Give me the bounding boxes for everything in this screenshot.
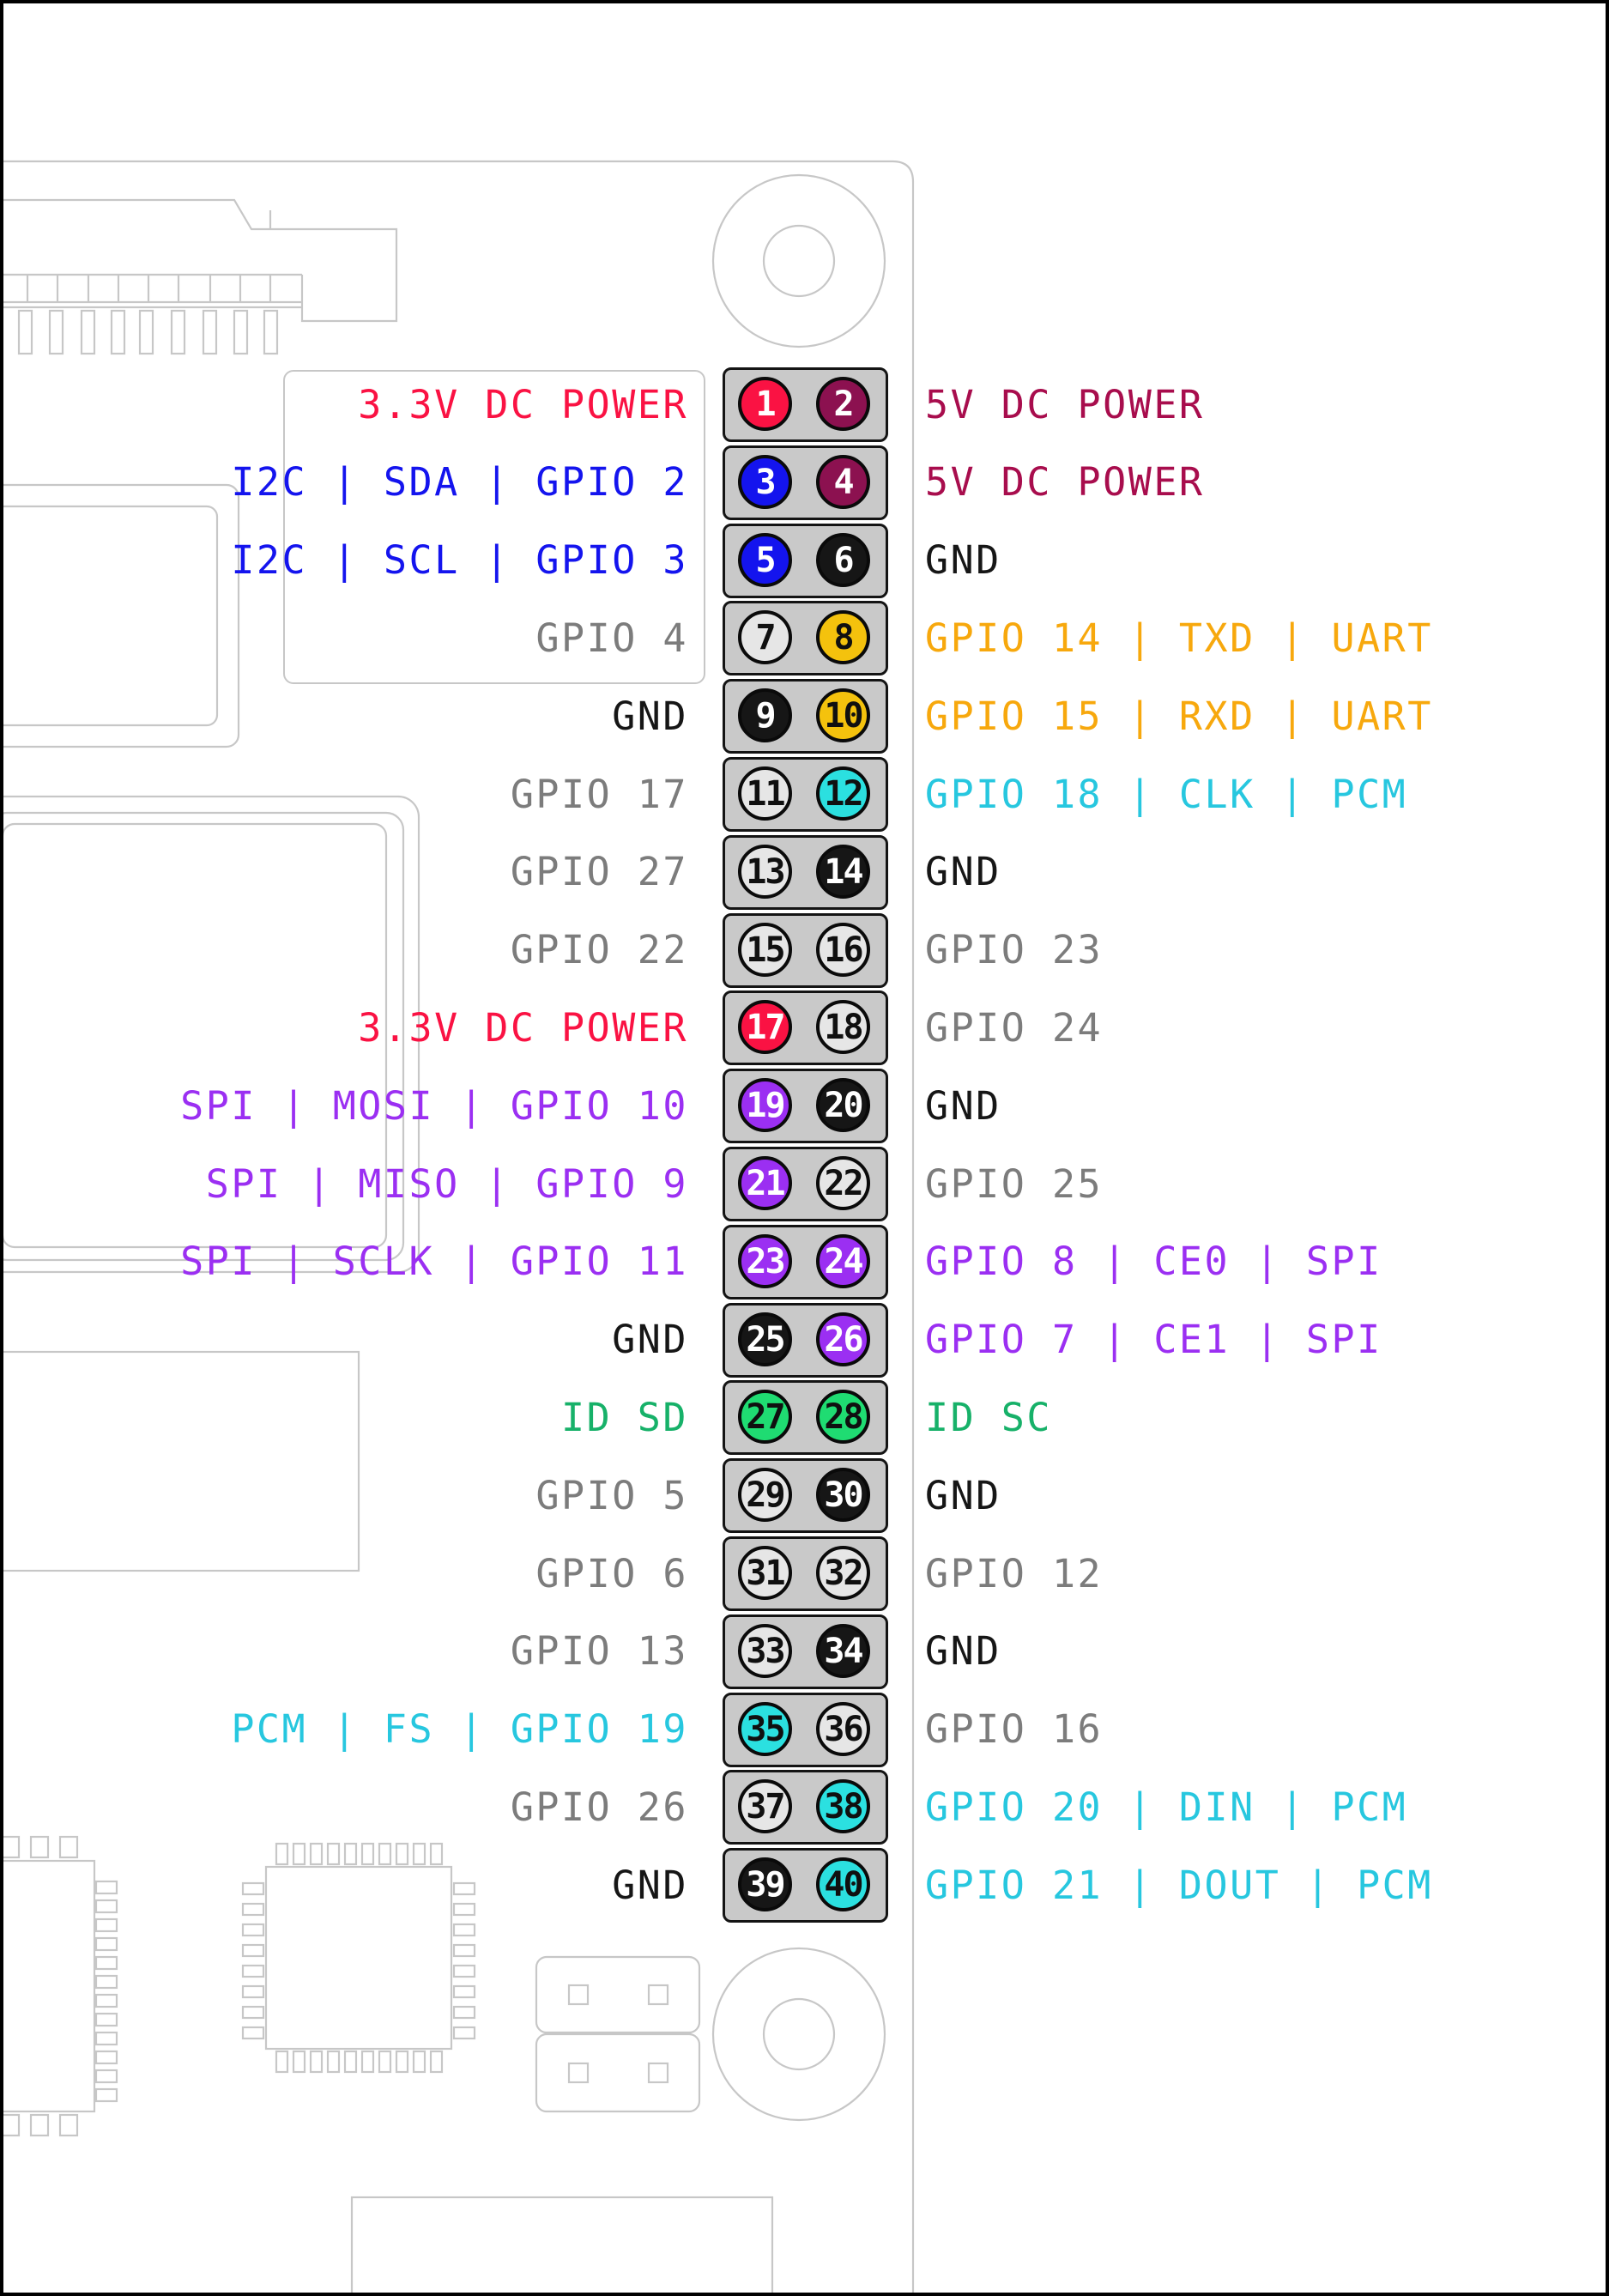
- header-row-8: [723, 913, 888, 988]
- pin-40: 40: [816, 1857, 870, 1911]
- pin-label-right-row-17: GND: [925, 1628, 1001, 1675]
- pin-label-left-row-20: GND: [612, 1862, 688, 1908]
- mounting-hole-bottom: [713, 1948, 885, 2120]
- pin-6: 6: [816, 533, 870, 587]
- pin-label-left-row-12: SPI | SCLK | GPIO 11: [180, 1239, 688, 1285]
- pin-26: 26: [816, 1312, 870, 1366]
- pin-label-left-row-13: GND: [612, 1317, 688, 1363]
- header-row-12: [723, 1225, 888, 1299]
- pin-16: 16: [816, 923, 870, 977]
- header-row-13: [723, 1303, 888, 1378]
- pin-17: 17: [738, 1000, 792, 1054]
- pin-label-right-row-10: GND: [925, 1082, 1001, 1129]
- pin-28: 28: [816, 1390, 870, 1444]
- pin-label-right-row-19: GPIO 20 | DIN | PCM: [925, 1784, 1408, 1830]
- header-row-9: [723, 990, 888, 1065]
- pin-label-right-row-4: GPIO 14 | TXD | UART: [925, 615, 1433, 661]
- pin-label-right-row-2: 5V DC POWER: [925, 459, 1205, 506]
- header-row-20: [723, 1848, 888, 1923]
- pin-7: 7: [738, 610, 792, 664]
- pin-20: 20: [816, 1078, 870, 1132]
- pin-32: 32: [816, 1546, 870, 1600]
- header-row-10: [723, 1069, 888, 1143]
- pin-label-left-row-19: GPIO 26: [510, 1784, 688, 1830]
- pin-label-left-row-1: 3.3V DC POWER: [358, 381, 688, 427]
- pin-2: 2: [816, 377, 870, 431]
- header-row-16: [723, 1536, 888, 1611]
- bottom-connector-outline: [352, 2197, 772, 2296]
- pin-36: 36: [816, 1702, 870, 1756]
- pin-37: 37: [738, 1779, 792, 1833]
- pin-label-right-row-15: GND: [925, 1472, 1001, 1518]
- header-row-17: [723, 1614, 888, 1689]
- pin-label-right-row-12: GPIO 8 | CE0 | SPI: [925, 1239, 1382, 1285]
- header-row-11: [723, 1147, 888, 1221]
- pin-label-right-row-1: 5V DC POWER: [925, 381, 1205, 427]
- pin-label-right-row-20: GPIO 21 | DOUT | PCM: [925, 1862, 1433, 1908]
- pin-label-right-row-8: GPIO 23: [925, 927, 1104, 973]
- pin-3: 3: [738, 455, 792, 509]
- header-row-5: [723, 679, 888, 754]
- pin-22: 22: [816, 1156, 870, 1210]
- header-row-15: [723, 1458, 888, 1533]
- pin-34: 34: [816, 1624, 870, 1678]
- header-row-3: [723, 524, 888, 598]
- header-row-4: [723, 601, 888, 675]
- pin-label-right-row-13: GPIO 7 | CE1 | SPI: [925, 1317, 1382, 1363]
- pin-label-left-row-9: 3.3V DC POWER: [358, 1004, 688, 1051]
- pin-label-right-row-11: GPIO 25: [925, 1160, 1104, 1207]
- pin-39: 39: [738, 1857, 792, 1911]
- header-row-19: [723, 1770, 888, 1845]
- pin-label-left-row-8: GPIO 22: [510, 927, 688, 973]
- pin-35: 35: [738, 1702, 792, 1756]
- pin-11: 11: [738, 766, 792, 821]
- pin-14: 14: [816, 845, 870, 899]
- header-row-18: [723, 1693, 888, 1767]
- pin-label-right-row-16: GPIO 12: [925, 1550, 1104, 1596]
- header-row-14: [723, 1380, 888, 1455]
- pin-31: 31: [738, 1546, 792, 1600]
- pin-label-right-row-18: GPIO 16: [925, 1706, 1104, 1753]
- header-row-1: [723, 367, 888, 442]
- pin-24: 24: [816, 1234, 870, 1288]
- ribbon-connector-outline: [0, 200, 396, 354]
- pin-1: 1: [738, 377, 792, 431]
- pin-label-left-row-3: I2C | SCL | GPIO 3: [231, 537, 688, 584]
- pin-label-left-row-15: GPIO 5: [535, 1472, 688, 1518]
- pin-18: 18: [816, 1000, 870, 1054]
- pin-label-right-row-7: GND: [925, 849, 1001, 895]
- pin-label-left-row-18: PCM | FS | GPIO 19: [231, 1706, 688, 1753]
- pin-38: 38: [816, 1779, 870, 1833]
- pin-label-left-row-11: SPI | MISO | GPIO 9: [205, 1160, 688, 1207]
- pin-25: 25: [738, 1312, 792, 1366]
- ram-chip-outline: [0, 1352, 359, 1571]
- header-row-7: [723, 835, 888, 910]
- pin-29: 29: [738, 1468, 792, 1522]
- pin-5: 5: [738, 533, 792, 587]
- pin-12: 12: [816, 766, 870, 821]
- pin-33: 33: [738, 1624, 792, 1678]
- header-row-6: [723, 757, 888, 832]
- pin-30: 30: [816, 1468, 870, 1522]
- pin-23: 23: [738, 1234, 792, 1288]
- pin-21: 21: [738, 1156, 792, 1210]
- pin-label-right-row-5: GPIO 15 | RXD | UART: [925, 693, 1433, 739]
- pin-label-right-row-3: GND: [925, 537, 1001, 584]
- pin-label-left-row-5: GND: [612, 693, 688, 739]
- pin-label-right-row-9: GPIO 24: [925, 1004, 1104, 1051]
- pin-label-left-row-4: GPIO 4: [535, 615, 688, 661]
- run-header-outline: [536, 1957, 699, 2111]
- pin-15: 15: [738, 923, 792, 977]
- pin-label-left-row-17: GPIO 13: [510, 1628, 688, 1675]
- pin-9: 9: [738, 688, 792, 742]
- pin-label-right-row-14: ID SC: [925, 1394, 1052, 1440]
- pin-label-left-row-7: GPIO 27: [510, 849, 688, 895]
- pin-10: 10: [816, 688, 870, 742]
- pin-13: 13: [738, 845, 792, 899]
- pin-19: 19: [738, 1078, 792, 1132]
- pin-label-left-row-10: SPI | MOSI | GPIO 10: [180, 1082, 688, 1129]
- mounting-hole-top: [713, 175, 885, 347]
- pin-label-left-row-6: GPIO 17: [510, 771, 688, 817]
- pin-label-right-row-6: GPIO 18 | CLK | PCM: [925, 771, 1408, 817]
- pin-27: 27: [738, 1390, 792, 1444]
- pin-4: 4: [816, 455, 870, 509]
- header-row-2: [723, 445, 888, 520]
- pin-8: 8: [816, 610, 870, 664]
- pin-label-left-row-2: I2C | SDA | GPIO 2: [231, 459, 688, 506]
- pin-label-left-row-16: GPIO 6: [535, 1550, 688, 1596]
- pin-label-left-row-14: ID SD: [561, 1394, 688, 1440]
